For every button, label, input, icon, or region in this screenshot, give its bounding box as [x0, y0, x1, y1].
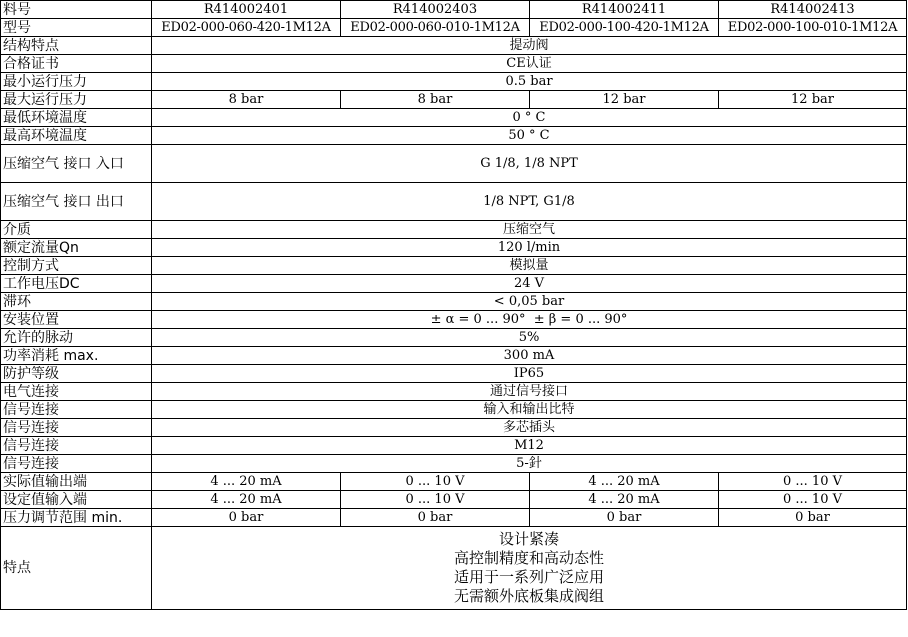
row-value: 8 bar: [152, 91, 341, 109]
model-cell: ED02-000-060-420-1M12A: [152, 19, 341, 37]
model-label: 型号: [1, 19, 152, 37]
row-value: CE认证: [152, 55, 907, 73]
model-cell: ED02-000-060-010-1M12A: [341, 19, 530, 37]
part-number-cell: R414002401: [152, 1, 341, 19]
table-row: [1, 419, 907, 437]
row-label: 最高环境温度: [1, 127, 152, 145]
row-label: 信号连接: [1, 455, 152, 473]
table-row: [1, 1, 907, 19]
row-label: 功率消耗 max.: [1, 347, 152, 365]
row-value: G 1/8, 1/8 NPT: [152, 145, 907, 183]
row-label: 滞环: [1, 293, 152, 311]
row-value: 通过信号接口: [152, 383, 907, 401]
row-label: 压缩空气 接口 出口: [1, 183, 152, 221]
part-number-cell: R414002411: [530, 1, 719, 19]
table-row: [1, 473, 907, 491]
row-value: 12 bar: [719, 91, 907, 109]
feature-line: 高控制精度和高动态性: [453, 549, 604, 567]
feature-line: 适用于一系列广泛应用: [453, 568, 604, 586]
row-value: 0 ... 10 V: [341, 473, 530, 491]
row-value: 输入和输出比特: [152, 401, 907, 419]
row-label: 特点: [1, 527, 152, 610]
part-number-cell: R414002403: [341, 1, 530, 19]
table-row: [1, 19, 907, 37]
table-row: [1, 437, 907, 455]
row-label: 最小运行压力: [1, 73, 152, 91]
row-label: 控制方式: [1, 257, 152, 275]
row-value: 120 l/min: [152, 239, 907, 257]
row-label: 信号连接: [1, 419, 152, 437]
row-value: 0 bar: [152, 509, 341, 527]
row-label: 信号连接: [1, 401, 152, 419]
row-label: 合格证书: [1, 55, 152, 73]
row-label: 设定值输入端: [1, 491, 152, 509]
row-label: 介质: [1, 221, 152, 239]
row-value: 0 bar: [530, 509, 719, 527]
row-value: ± α = 0 ... 90° ± β = 0 ... 90°: [152, 311, 907, 329]
table-row: [1, 509, 907, 527]
row-value: 0 bar: [719, 509, 907, 527]
row-value: 50 ° C: [152, 127, 907, 145]
table-row: [1, 329, 907, 347]
row-value: 8 bar: [341, 91, 530, 109]
table-row: [1, 37, 907, 55]
table-row: [1, 127, 907, 145]
row-label: 安装位置: [1, 311, 152, 329]
row-value: 5-針: [152, 455, 907, 473]
table-row: [1, 311, 907, 329]
table-row: [1, 455, 907, 473]
table-row: [1, 401, 907, 419]
row-value: 12 bar: [530, 91, 719, 109]
table-row: [1, 365, 907, 383]
part-number-cell: R414002413: [719, 1, 907, 19]
table-row: [1, 221, 907, 239]
table-row: [1, 55, 907, 73]
row-label: 结构特点: [1, 37, 152, 55]
row-label: 电气连接: [1, 383, 152, 401]
row-label: 实际值输出端: [1, 473, 152, 491]
table-row: [1, 527, 907, 610]
row-label: 压缩空气 接口 入口: [1, 145, 152, 183]
row-value: M12: [152, 437, 907, 455]
model-cell: ED02-000-100-010-1M12A: [719, 19, 907, 37]
table-row: [1, 257, 907, 275]
row-value: 模拟量: [152, 257, 907, 275]
table-row: [1, 183, 907, 221]
row-value: 0 ... 10 V: [341, 491, 530, 509]
row-value: 4 ... 20 mA: [530, 491, 719, 509]
table-row: [1, 275, 907, 293]
row-label: 防护等级: [1, 365, 152, 383]
table-row: [1, 491, 907, 509]
row-value: 压缩空气: [152, 221, 907, 239]
row-label: 额定流量Qn: [1, 239, 152, 257]
row-value: 0 ... 10 V: [719, 473, 907, 491]
row-value: 24 V: [152, 275, 907, 293]
table-row: [1, 109, 907, 127]
row-value: 4 ... 20 mA: [152, 473, 341, 491]
row-value: 300 mA: [152, 347, 907, 365]
row-value: 0 bar: [341, 509, 530, 527]
row-value: 5%: [152, 329, 907, 347]
table-row: [1, 347, 907, 365]
feature-line: 设计紧凑: [498, 530, 559, 548]
table-row: [1, 73, 907, 91]
row-label: 最低环境温度: [1, 109, 152, 127]
part-number-label: 料号: [1, 1, 152, 19]
row-value: 提动阀: [152, 37, 907, 55]
row-value: < 0,05 bar: [152, 293, 907, 311]
table-row: [1, 293, 907, 311]
row-value: 多芯插头: [152, 419, 907, 437]
table-row: [1, 91, 907, 109]
row-value: 1/8 NPT, G1/8: [152, 183, 907, 221]
table-row: [1, 145, 907, 183]
row-value: 4 ... 20 mA: [152, 491, 341, 509]
row-label: 压力调节范围 min.: [1, 509, 152, 527]
table-row: [1, 239, 907, 257]
row-value: 4 ... 20 mA: [530, 473, 719, 491]
row-label: 工作电压DC: [1, 275, 152, 293]
row-label: 信号连接: [1, 437, 152, 455]
features-cell: [152, 527, 907, 610]
row-label: 最大运行压力: [1, 91, 152, 109]
model-cell: ED02-000-100-420-1M12A: [530, 19, 719, 37]
row-value: 0.5 bar: [152, 73, 907, 91]
table-row: [1, 383, 907, 401]
row-value: 0 ° C: [152, 109, 907, 127]
row-label: 允许的脉动: [1, 329, 152, 347]
row-value: IP65: [152, 365, 907, 383]
row-value: 0 ... 10 V: [719, 491, 907, 509]
feature-line: 无需额外底板集成阀组: [453, 587, 604, 605]
